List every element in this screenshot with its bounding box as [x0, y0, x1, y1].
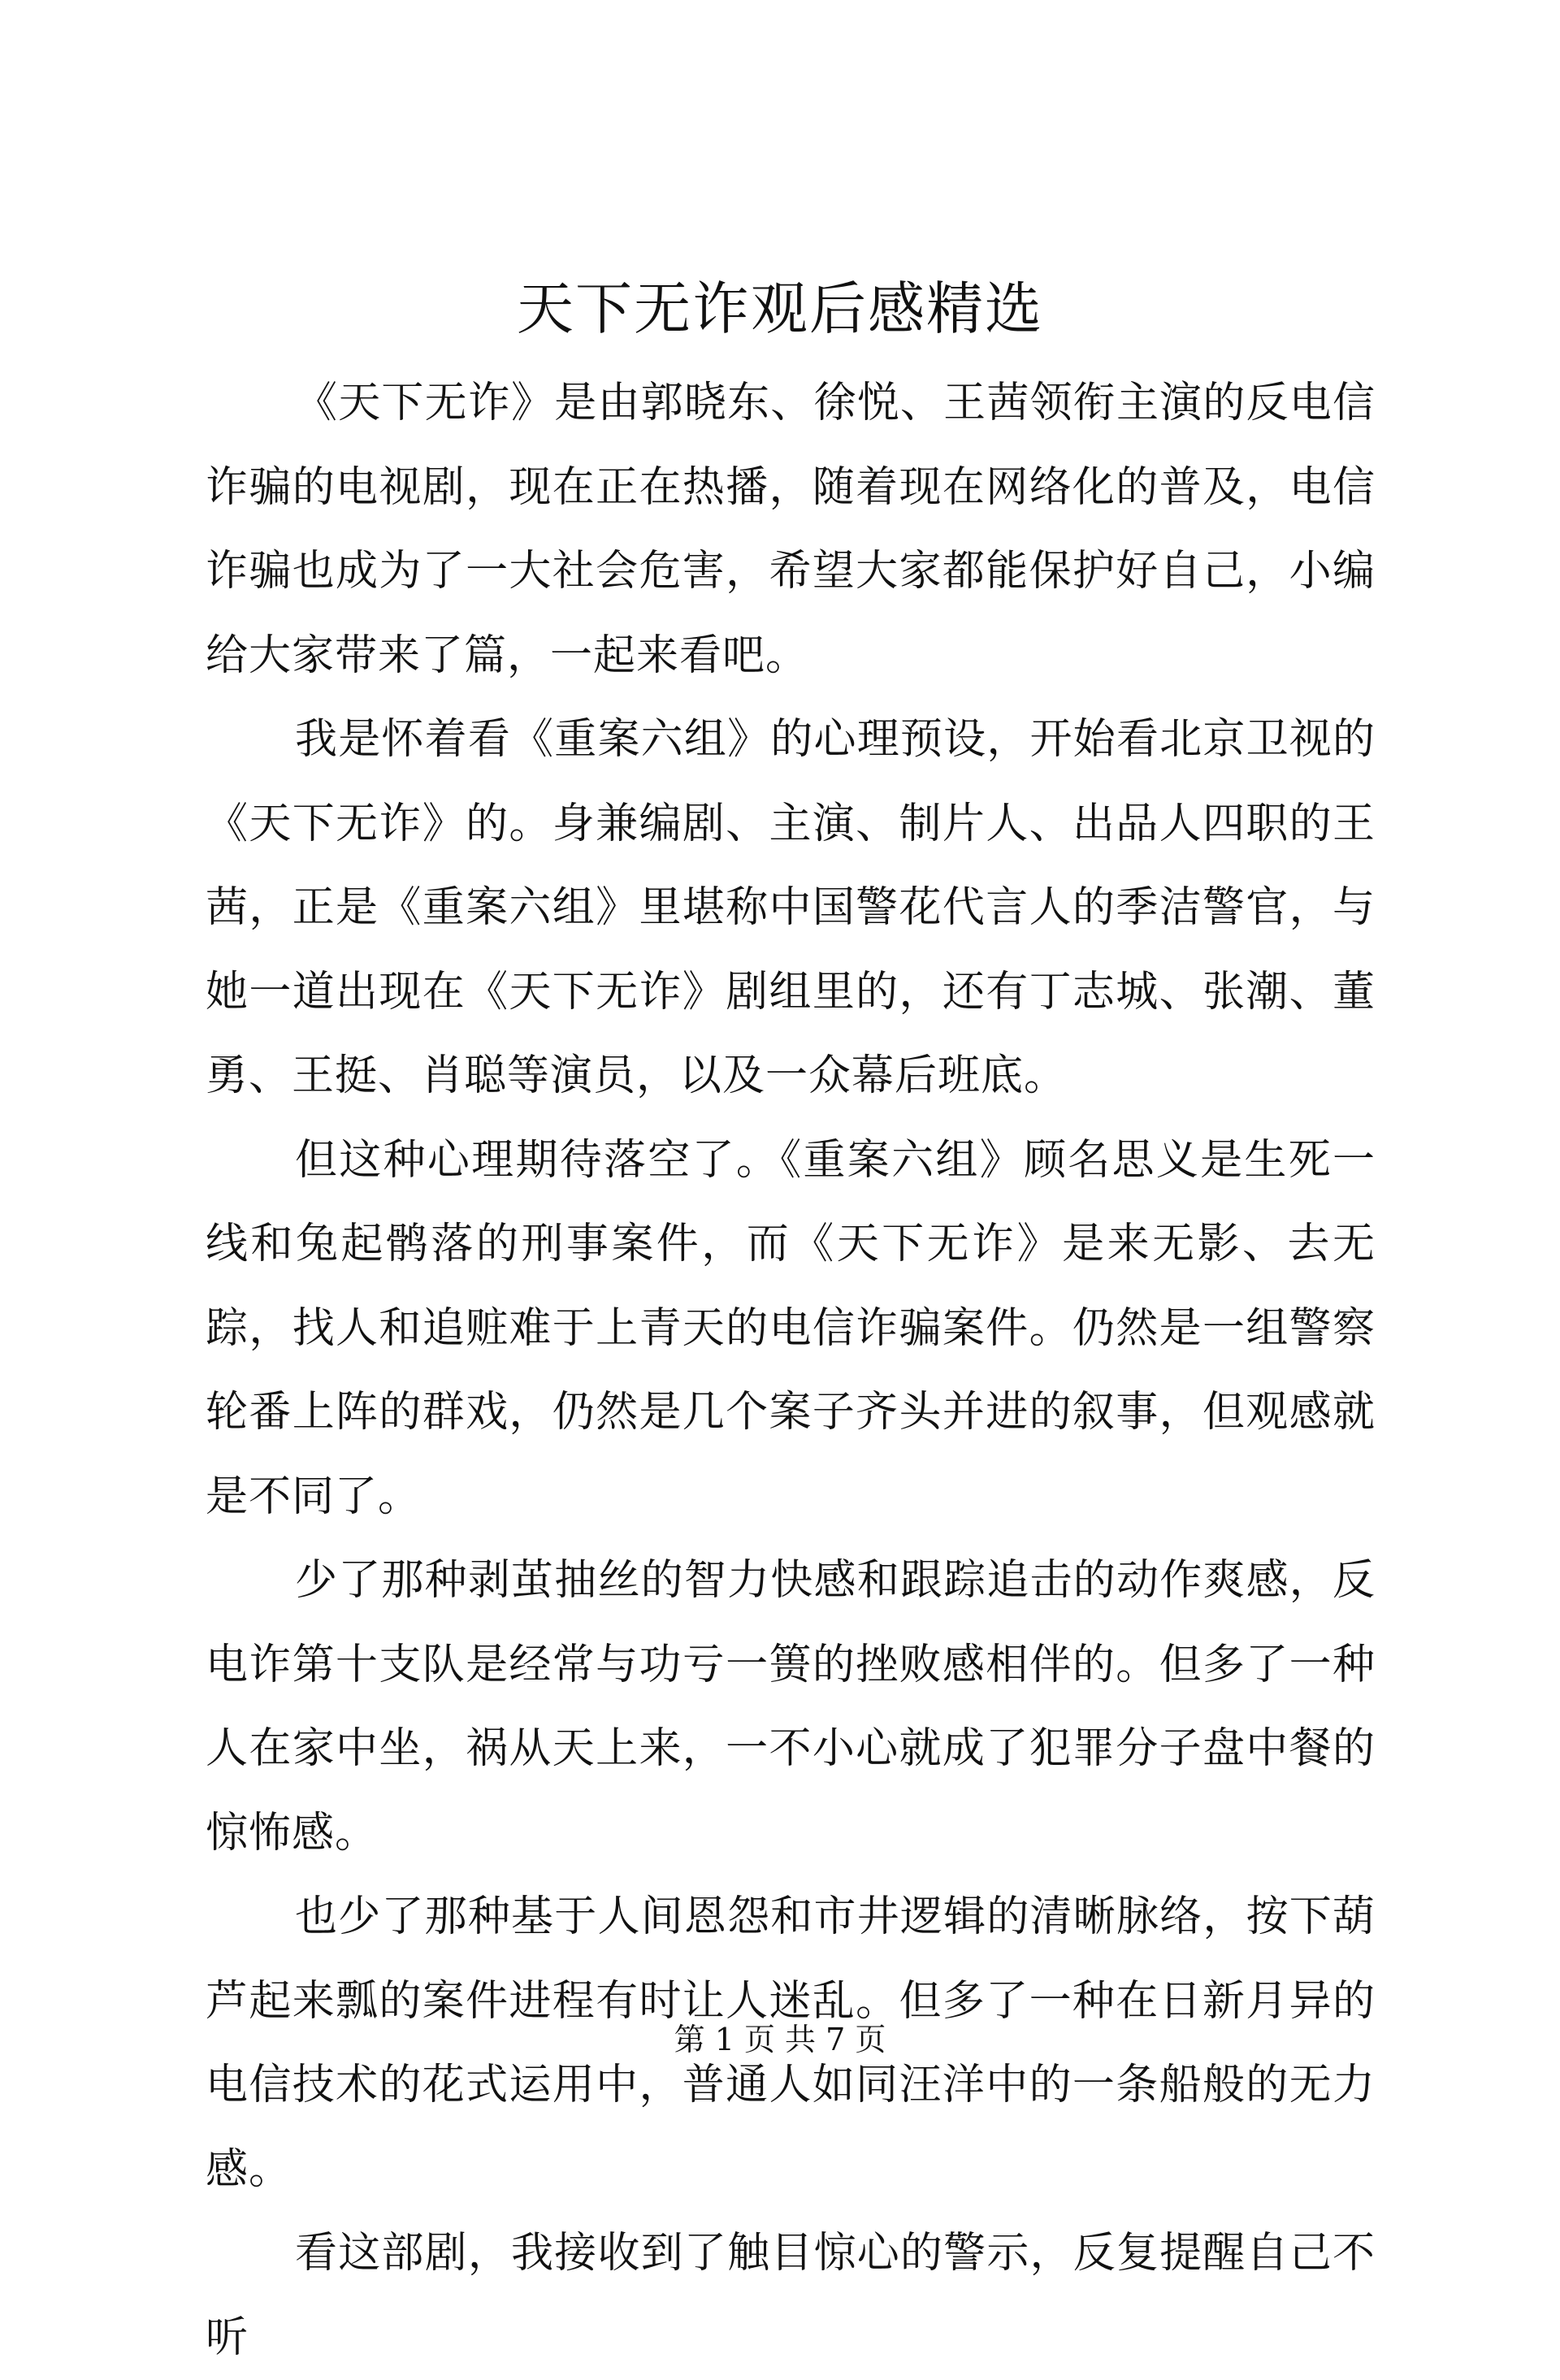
document-title: 天下无诈观后感精选	[517, 275, 1043, 342]
paragraph: 但这种心理期待落空了。《重案六组》顾名思义是生死一线和兔起鹘落的刑事案件，而《天下无诈》是来无影、去无踪，找人和追赃难于上青天的电信诈骗案件。仍然是一组警察轮番上阵的群戏，仍然是几个案子齐头并进的叙事，但观感就是不同了。	[206, 1135, 1376, 1521]
paragraph: 《天下无诈》是由郭晓东、徐悦、王茜领衔主演的反电信诈骗的电视剧，现在正在热播，随着现在网络化的普及，电信诈骗也成为了一大社会危害，希望大家都能保护好自己，小编给大家带来了篇，一起来看吧。	[206, 379, 1376, 680]
paragraph: 我是怀着看《重案六组》的心理预设，开始看北京卫视的《天下无诈》的。身兼编剧、主演、制片人、出品人四职的王茜，正是《重案六组》里堪称中国警花代言人的季洁警官，与她一道出现在《天下无诈》剧组里的，还有丁志城、张潮、董勇、王挺、肖聪等演员，以及一众幕后班底。	[206, 715, 1376, 1100]
paragraph: 看这部剧，我接收到了触目惊心的警示，反复提醒自己不听	[206, 2229, 1376, 2362]
document-body	[206, 362, 1376, 2380]
paragraph: 少了那种剥茧抽丝的智力快感和跟踪追击的动作爽感，反电诈第十支队是经常与功亏一篑的挫败感相伴的。但多了一种人在家中坐，祸从天上来，一不小心就成了犯罪分子盘中餐的惊怖感。	[206, 1556, 1376, 1858]
page-number-footer: 第 1 页 共 7 页	[674, 2022, 886, 2057]
paragraph: 也少了那种基于人间恩怨和市井逻辑的清晰脉络，按下葫芦起来瓢的案件进程有时让人迷乱。但多了一种在日新月异的电信技术的花式运用中，普通人如同汪洋中的一条船般的无力感。	[206, 1892, 1376, 2194]
